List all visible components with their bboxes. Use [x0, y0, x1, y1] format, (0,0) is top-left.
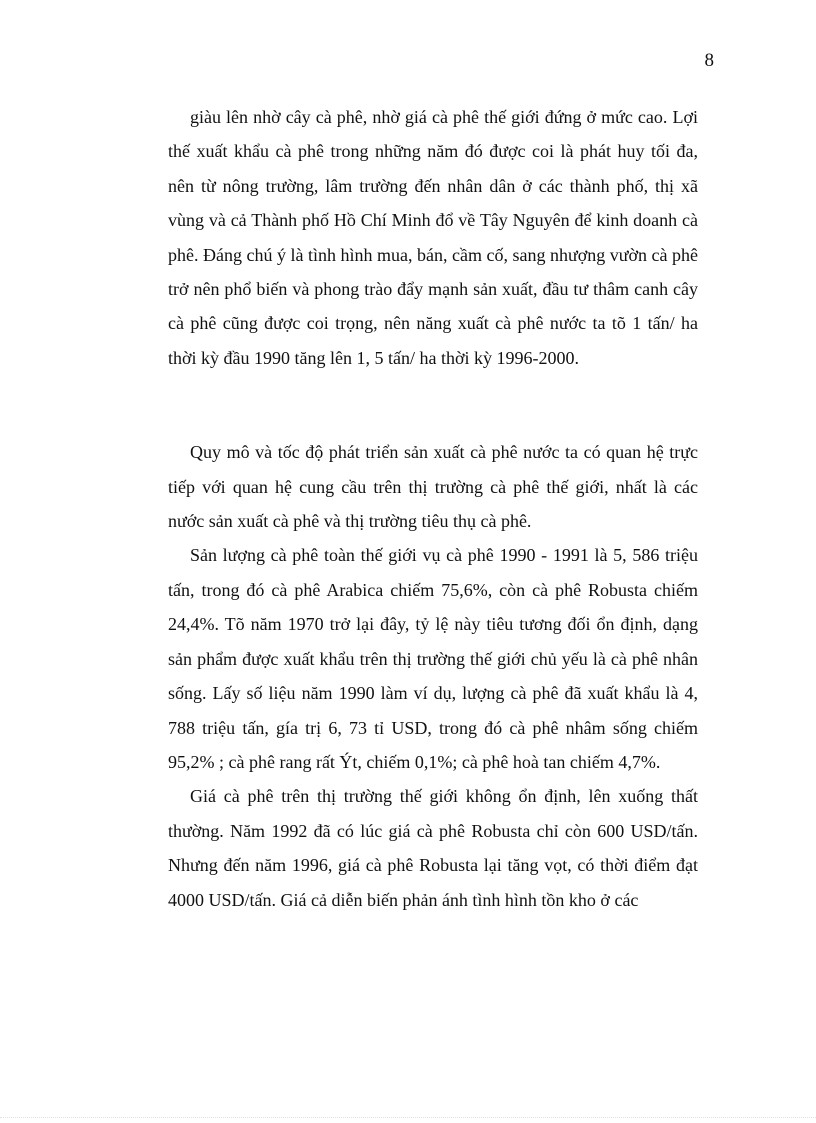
paragraph-market-scale: Quy mô và tốc độ phát triển sản xuất cà phê nước ta có quan hệ trực tiếp với quan hệ cung cầu trên thị trường cà phê thế giới, nhất là các nước sản xuất cà phê và thị trường tiêu thụ cà phê. — [168, 442, 698, 532]
paragraph-world-price: Giá cà phê trên thị trường thế giới không ổn định, lên xuống thất thường. Năm 1992 đã có lúc giá cà phê Robusta chỉ còn 600 USD/tấn. Nhưng đến năm 1996, giá cà phê Robusta lại tăng vọt, có thời điểm đạt 4000 USD/tấn. Giá cả diễn biến phản ánh tình hình tồn kho ở các — [168, 786, 698, 910]
page-number: 8 — [704, 50, 714, 71]
paragraph-coffee-boom: giàu lên nhờ cây cà phê, nhờ giá cà phê thế giới đứng ở mức cao. Lợi thế xuất khẩu cà phê trong những năm đó được coi là phát huy tối đa, nên từ nông trường, lâm trường đến nhân dân ở các thành phố, thị xã vùng và cả Thành phố Hồ Chí Minh đổ về Tây Nguyên để kinh doanh cà phê. Đáng chú ý là tình hình mua, bán, cầm cố, sang nhượng vườn cà phê trở nên phổ biến và phong trào đẩy mạnh sản xuất, đầu tư thâm canh cây cà phê cũng được coi trọng, nên năng xuất cà phê nước ta tõ 1 tấn/ ha thời kỳ đầu 1990 tăng lên 1, 5 tấn/ ha thời kỳ 1996-2000. — [168, 107, 698, 368]
document-body — [168, 100, 698, 917]
page-bottom-divider — [0, 1117, 816, 1118]
paragraph-world-output: Sản lượng cà phê toàn thế giới vụ cà phê 1990 - 1991 là 5, 586 triệu tấn, trong đó cà phê Arabica chiếm 75,6%, còn cà phê Robusta chiếm 24,4%. Tõ năm 1970 trở lại đây, tỷ lệ này tiêu tương đối ổn định, dạng sản phẩm được xuất khẩu trên thị trường thế giới chủ yếu là cà phê nhân sống. Lấy số liệu năm 1990 làm ví dụ, lượng cà phê đã xuất khẩu là 4, 788 triệu tấn, gía trị 6, 73 tỉ USD, trong đó cà phê nhâm sống chiếm 95,2% ; cà phê rang rất Ýt, chiếm 0,1%; cà phê hoà tan chiếm 4,7%. — [168, 545, 698, 772]
